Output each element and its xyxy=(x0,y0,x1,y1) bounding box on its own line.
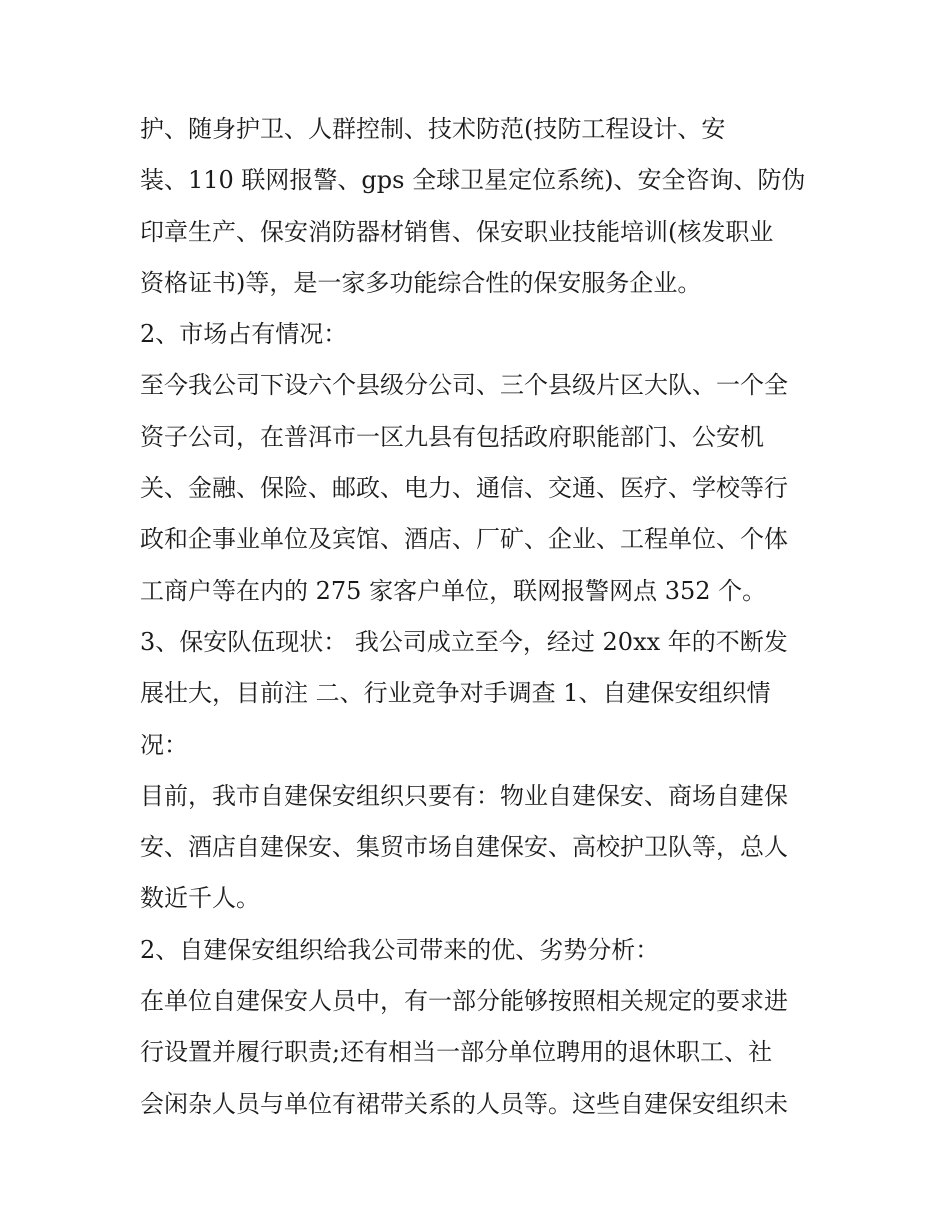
text-line: 数近千人。 xyxy=(140,884,260,913)
text-line: 会闲杂人员与单位有裙带关系的人员等。这些自建保安组织未 xyxy=(140,1089,788,1118)
text-line: 在单位自建保安人员中，有一部分能够按照相关规定的要求进 xyxy=(140,987,788,1016)
section-heading: 3、保安队伍现状： 我公司成立至今，经过 20xx 年的不断发 xyxy=(140,627,788,656)
text-line: 关、金融、保险、邮政、电力、通信、交通、医疗、学校等行 xyxy=(140,474,788,503)
text-line: 资格证书)等，是一家多功能综合性的保安服务企业。 xyxy=(140,268,702,297)
section-heading: 2、市场占有情况： xyxy=(140,320,348,349)
text-line: 展壮大，目前注 二、行业竞争对手调查 1、自建保安组织情 xyxy=(140,679,771,708)
text-line: 安、酒店自建保安、集贸市场自建保安、高校护卫队等，总人 xyxy=(140,833,788,862)
section-heading: 2、自建保安组织给我公司带来的优、劣势分析： xyxy=(140,935,660,964)
document-body xyxy=(140,104,820,1130)
text-line: 行设置并履行职责;还有相当一部分单位聘用的退休职工、社 xyxy=(140,1038,773,1067)
text-line: 况： xyxy=(140,730,188,759)
text-line: 装、110 联网报警、gps 全球卫星定位系统)、安全咨询、防伪 xyxy=(140,166,806,195)
text-line: 护、随身护卫、人群控制、技术防范(技防工程设计、安 xyxy=(140,115,726,143)
text-line: 至今我公司下设六个县级分公司、三个县级片区大队、一个全 xyxy=(140,371,788,400)
text-line: 印章生产、保安消防器材销售、保安职业技能培训(核发职业 xyxy=(140,217,774,246)
text-line: 目前，我市自建保安组织只要有：物业自建保安、商场自建保 xyxy=(140,781,788,810)
text-line: 工商户等在内的 275 家客户单位，联网报警网点 352 个。 xyxy=(140,576,767,605)
text-line: 政和企事业单位及宾馆、酒店、厂矿、企业、工程单位、个体 xyxy=(140,525,788,554)
text-line: 资子公司，在普洱市一区九县有包括政府职能部门、公安机 xyxy=(140,422,764,451)
